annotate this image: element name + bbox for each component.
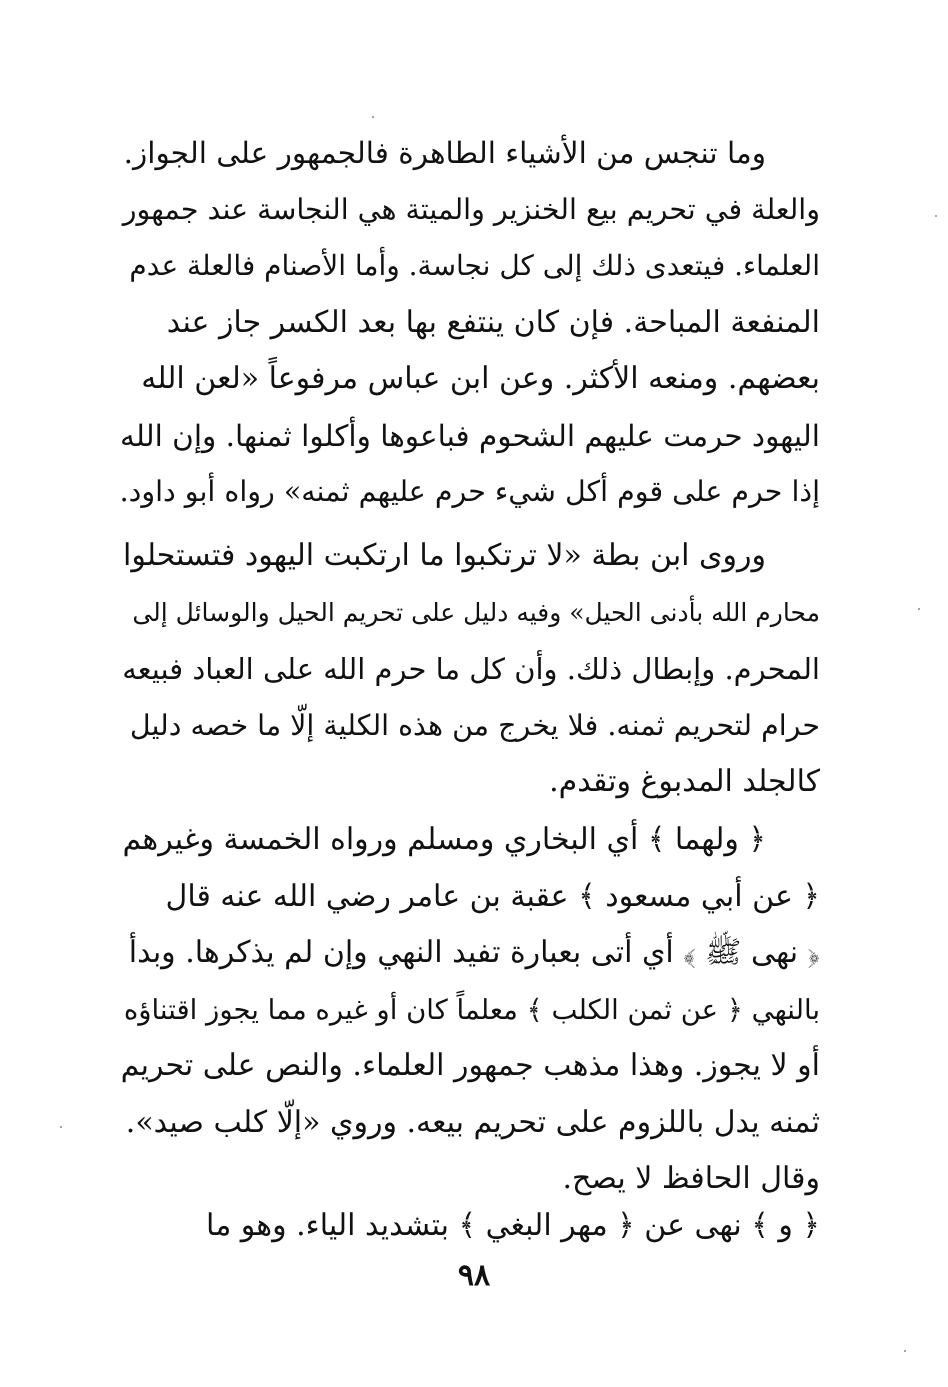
text-line: ﴿ عن أبي مسعود ﴾ عقبة بن عامر رضي الله عنه قال xyxy=(165,878,820,914)
text-line: وقال الحافظ لا يصح. xyxy=(562,1161,820,1196)
text-line: المحرم. وإبطال ذلك. وأن كل ما حرم الله على العباد فبيعه xyxy=(122,652,820,686)
text-line: العلماء. فيتعدى ذلك إلى كل نجاسة. وأما الأصنام فالعلة عدم xyxy=(129,249,820,282)
text-line: بعضهم. ومنعه الأكثر. وعن ابن عباس مرفوعاً «لعن الله xyxy=(141,361,820,396)
scan-speck xyxy=(372,116,374,118)
text-line: وروى ابن بطة «لا ترتكبوا ما ارتكبت اليهود فتستحلوا xyxy=(123,538,766,573)
scan-speck xyxy=(904,1350,906,1352)
text-line: ثمنه يدل باللزوم على تحريم بيعه. وروي «إلّا كلب صيد». xyxy=(125,1104,820,1140)
text-line: كالجلد المدبوغ وتقدم. xyxy=(549,764,820,799)
text-line: اليهود حرمت عليهم الشحوم فباعوها وأكلوا ثمنها. وإن الله xyxy=(120,418,820,453)
paragraph-2 xyxy=(120,528,820,811)
text-line: إذا حرم على قوم أكل شيء حرم عليهم ثمنه» رواه أبو داود. xyxy=(119,475,820,508)
paragraph-4 xyxy=(120,1198,820,1255)
text-line: ﴿ نهى ﷺ ﴾ أي أتى بعبارة تفيد النهي وإن لم يذكرها. وبدأ xyxy=(128,935,820,970)
text-line: بالنهي ﴿ عن ثمن الكلب ﴾ معلماً كان أو غيره مما يجوز اقتناؤه xyxy=(123,993,820,1026)
text-line: محارم الله بأدنى الحيل» وفيه دليل على تحريم الحيل والوسائل إلى xyxy=(132,597,820,627)
page-number: ٩٨ xyxy=(457,1258,491,1293)
paragraph-1 xyxy=(120,125,820,521)
paragraph-3 xyxy=(120,812,820,1208)
text-line: والعلة في تحريم بيع الخنزير والميتة هي النجاسة عند جمهور xyxy=(122,192,820,226)
text-line: المنفعة المباحة. فإن كان ينتفع بها بعد الكسر جاز عند xyxy=(166,304,820,340)
text-line: ﴿ ولهما ﴾ أي البخاري ومسلم ورواه الخمسة وغيرهم xyxy=(122,822,766,857)
text-line: وما تنجس من الأشياء الطاهرة فالجمهور على الجواز. xyxy=(123,136,766,170)
text-line: حرام لتحريم ثمنه. فلا يخرج من هذه الكلية إلّا ما خصه دليل xyxy=(129,708,820,742)
scan-speck xyxy=(935,215,937,217)
text-line: أو لا يجوز. وهذا مذهب جمهور العلماء. والنص على تحريم xyxy=(120,1048,820,1083)
scan-speck xyxy=(60,1126,62,1128)
text-line: ﴿ و ﴾ نهى عن ﴿ مهر البغي ﴾ بتشديد الياء. وهو ما xyxy=(206,1208,820,1243)
scan-speck xyxy=(918,608,920,610)
